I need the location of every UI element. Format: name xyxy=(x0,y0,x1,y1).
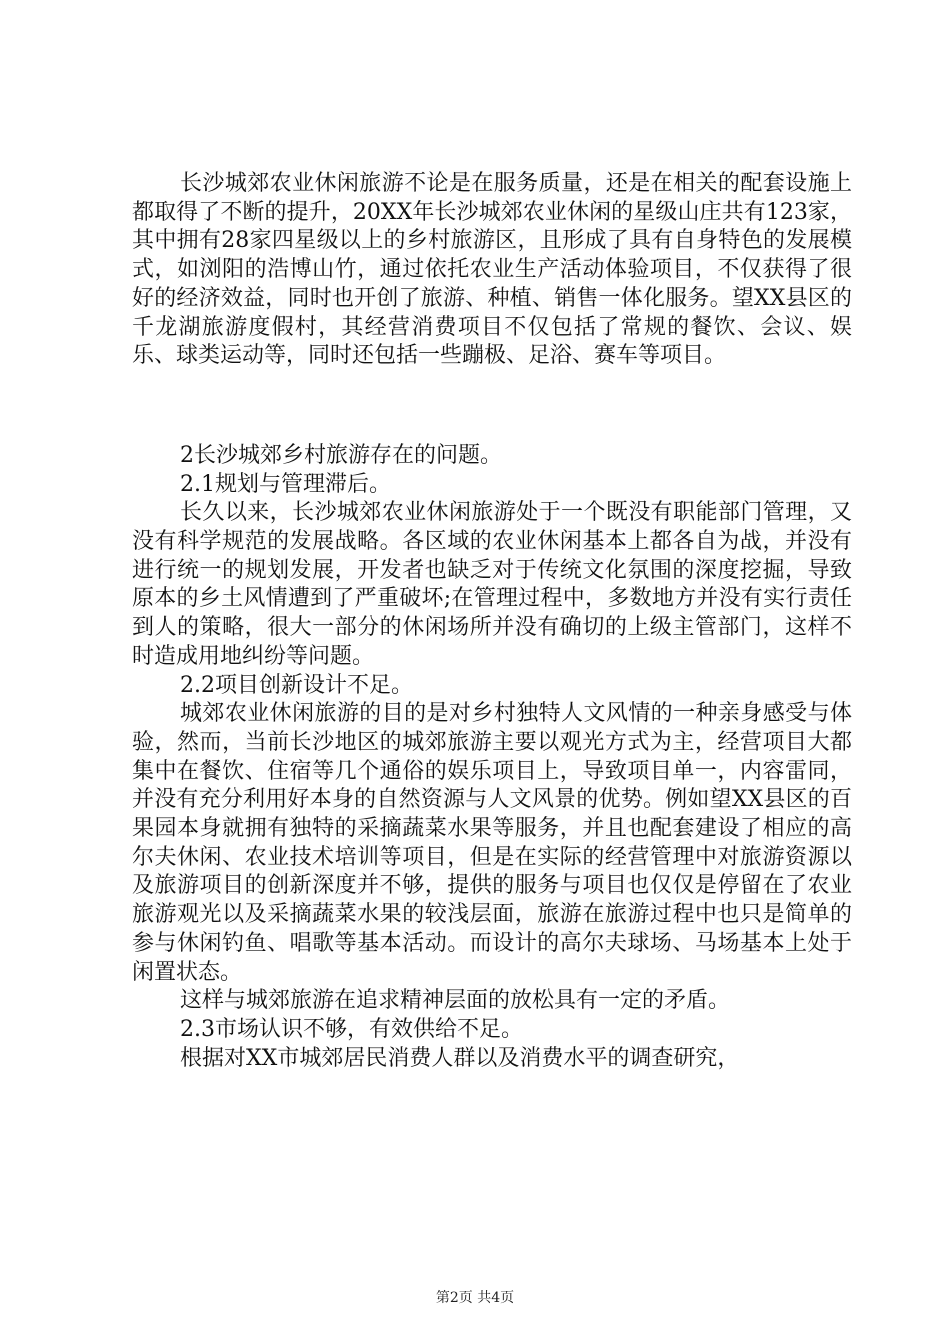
subsection-heading-2-1: 2.1规划与管理滞后。 xyxy=(180,471,391,497)
page-number-footer: 第2页 共4页 xyxy=(435,1290,515,1306)
paragraph-intro: 长沙城郊农业休闲旅游不论是在服务质量，还是在相关的配套设施上都取得了不断的提升，20XX年长沙城郊农业休闲的星级山庄共有123家，其中拥有28家四星级以上的乡村旅游区，且形成了具有自身特色的发展模式，如浏阳的浩博山竹，通过依托农业生产活动体验项目，不仅获得了很好的经济效益，同时也开创了旅游、种植、销售一体化服务。望XX县区的千龙湖旅游度假村，其经营消费项目不仅包括了常规的餐饮、会议、娱乐、球类运动等，同时还包括一些蹦极、足浴、赛车等项目。 xyxy=(132,171,852,369)
paragraph-2-3: 根据对XX市城郊居民消费人群以及消费水平的调查研究， xyxy=(180,1045,740,1071)
subsection-heading-2-2: 2.2项目创新设计不足。 xyxy=(180,672,413,698)
section-heading-2: 2长沙城郊乡村旅游存在的问题。 xyxy=(180,442,502,468)
document-body xyxy=(132,170,852,1073)
paragraph-2-2: 城郊农业休闲旅游的目的是对乡村独特人文风情的一种亲身感受与体验，然而，当前长沙地区的城郊旅游主要以观光方式为主，经营项目大都集中在餐饮、住宿等几个通俗的娱乐项目上，导致项目单一，内容雷同，并没有充分利用好本身的自然资源与人文风景的优势。例如望XX县区的百果园本身就拥有独特的采摘蔬菜水果等服务，并且也配套建设了相应的高尔夫休闲、农业技术培训等项目，但是在实际的经营管理中对旅游资源以及旅游项目的创新深度并不够，提供的服务与项目也仅仅是停留在了农业旅游观光以及采摘蔬菜水果的较浅层面，旅游在旅游过程中也只是简单的参与休闲钓鱼、唱歌等基本活动。而设计的高尔夫球场、马场基本上处于闲置状态。 xyxy=(132,701,852,985)
subsection-heading-2-3: 2.3市场认识不够，有效供给不足。 xyxy=(180,1016,523,1042)
paragraph-2-1: 长久以来，长沙城郊农业休闲旅游处于一个既没有职能部门管理，又没有科学规范的发展战略。各区域的农业休闲基本上都各自为战，并没有进行统一的规划发展，开发者也缺乏对于传统文化氛围的深度挖掘，导致原本的乡土风情遭到了严重破坏;在管理过程中，多数地方并没有实行责任到人的策略，很大一部分的休闲场所并没有确切的上级主管部门，这样不时造成用地纠纷等问题。 xyxy=(132,500,852,669)
paragraph-2-2-continued: 这样与城郊旅游在追求精神层面的放松具有一定的矛盾。 xyxy=(180,988,731,1014)
